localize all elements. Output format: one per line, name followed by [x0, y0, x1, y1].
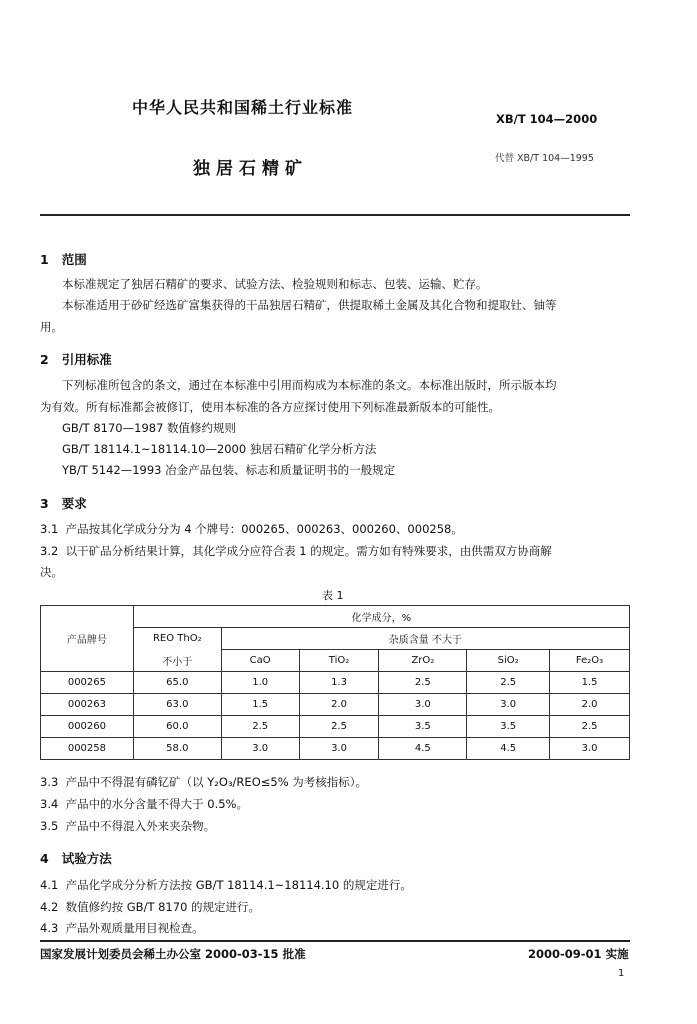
clause-4-1: 4.1 产品化学成分分析方法按 GB/T 18114.1~18114.10 的规定进行。 — [40, 878, 412, 892]
cell-tio2: 3.0 — [299, 738, 379, 760]
effective-date: 2000-09-01 实施 — [528, 947, 629, 961]
cell-fe2o3: 2.0 — [550, 694, 630, 716]
cell-zro2: 3.0 — [379, 694, 467, 716]
footer-rule — [40, 940, 630, 942]
section-2-heading: 2 引用标准 — [40, 352, 112, 367]
table-row — [41, 694, 630, 716]
section-1-para-2b: 用。 — [40, 320, 63, 334]
clause-3-1: 3.1 产品按其化学成分分为 4 个牌号：000265、000263、000260、000258。 — [40, 522, 463, 536]
clause-4-2: 4.2 数值修约按 GB/T 8170 的规定进行。 — [40, 900, 261, 914]
document-title: 独居石精矿 — [193, 159, 308, 179]
cell-grade: 000258 — [41, 738, 134, 760]
cell-reo: 58.0 — [133, 738, 221, 760]
table-row — [41, 738, 630, 760]
cell-sio2: 4.5 — [467, 738, 550, 760]
clause-3-2b: 决。 — [40, 565, 63, 579]
clause-3-2a: 3.2 以干矿品分析结果计算，其化学成分应符合表 1 的规定。需方如有特殊要求，由供需双方协商解 — [40, 544, 552, 558]
header-tio2: TiO₂ — [299, 650, 379, 672]
section-2-para-1a: 下列标准所包含的条文，通过在本标准中引用而构成为本标准的条文。本标准出版时，所示版本均 — [62, 378, 557, 392]
clause-4-3: 4.3 产品外观质量用目视检查。 — [40, 921, 204, 935]
header-cao: CaO — [221, 650, 299, 672]
cell-sio2: 2.5 — [467, 672, 550, 694]
section-3-heading: 3 要求 — [40, 496, 87, 511]
cell-fe2o3: 2.5 — [550, 716, 630, 738]
cell-sio2: 3.5 — [467, 716, 550, 738]
cell-cao: 3.0 — [221, 738, 299, 760]
cell-cao: 1.5 — [221, 694, 299, 716]
header-sio2: SiO₂ — [467, 650, 550, 672]
org-title: 中华人民共和国稀土行业标准 — [132, 98, 354, 117]
section-2-para-1b: 为有效。所有标准都会被修订，使用本标准的各方应探讨使用下列标准最新版本的可能性。 — [40, 400, 500, 414]
issuing-authority: 国家发展计划委员会稀土办公室 2000-03-15 批准 — [40, 947, 306, 961]
standard-number: XB/T 104—2000 — [496, 112, 598, 126]
section-1-para-2a: 本标准适用于砂矿经选矿富集获得的干品独居石精矿，供提取稀土金属及其化合物和提取钍、铀等 — [62, 298, 557, 312]
cell-zro2: 4.5 — [379, 738, 467, 760]
cell-reo: 65.0 — [133, 672, 221, 694]
chemical-composition-table — [40, 605, 630, 760]
cell-zro2: 3.5 — [379, 716, 467, 738]
replaces-note: 代替 XB/T 104—1995 — [495, 153, 594, 164]
cell-grade: 000260 — [41, 716, 134, 738]
cell-cao: 1.0 — [221, 672, 299, 694]
page-number: 1 — [618, 968, 625, 979]
header-chem-composition: 化学成分，% — [133, 606, 629, 628]
reference-item: YB/T 5142—1993 冶金产品包装、标志和质量证明书的一般规定 — [62, 463, 396, 477]
cell-cao: 2.5 — [221, 716, 299, 738]
cell-grade: 000265 — [41, 672, 134, 694]
header-fe2o3: Fe₂O₃ — [550, 650, 630, 672]
header-zro2: ZrO₂ — [379, 650, 467, 672]
reference-item: GB/T 8170—1987 数值修约规则 — [62, 421, 237, 435]
clause-3-5: 3.5 产品中不得混入外来夹杂物。 — [40, 819, 216, 833]
cell-grade: 000263 — [41, 694, 134, 716]
table-row — [41, 716, 630, 738]
clause-3-3: 3.3 产品中不得混有磷钇矿（以 Y₂O₃/REO≤5% 为考核指标）。 — [40, 775, 368, 789]
header-reo-min: 不小于 — [133, 650, 221, 672]
table-row — [41, 672, 630, 694]
cell-zro2: 2.5 — [379, 672, 467, 694]
table-caption: 表 1 — [322, 589, 344, 602]
section-1-heading: 1 范围 — [40, 252, 87, 267]
reference-item: GB/T 18114.1~18114.10—2000 独居石精矿化学分析方法 — [62, 442, 377, 456]
cell-fe2o3: 1.5 — [550, 672, 630, 694]
section-4-heading: 4 试验方法 — [40, 851, 112, 866]
cell-reo: 63.0 — [133, 694, 221, 716]
cell-tio2: 1.3 — [299, 672, 379, 694]
header-grade: 产品牌号 — [41, 606, 134, 672]
cell-sio2: 3.0 — [467, 694, 550, 716]
section-1-para-1: 本标准规定了独居石精矿的要求、试验方法、检验规则和标志、包装、运输、贮存。 — [62, 277, 488, 291]
header-reo: REO ThO₂ — [133, 628, 221, 650]
header-impurity: 杂质含量 不大于 — [221, 628, 629, 650]
cell-tio2: 2.0 — [299, 694, 379, 716]
cell-tio2: 2.5 — [299, 716, 379, 738]
header-rule — [40, 214, 630, 216]
cell-reo: 60.0 — [133, 716, 221, 738]
cell-fe2o3: 3.0 — [550, 738, 630, 760]
clause-3-4: 3.4 产品中的水分含量不得大于 0.5%。 — [40, 797, 248, 811]
